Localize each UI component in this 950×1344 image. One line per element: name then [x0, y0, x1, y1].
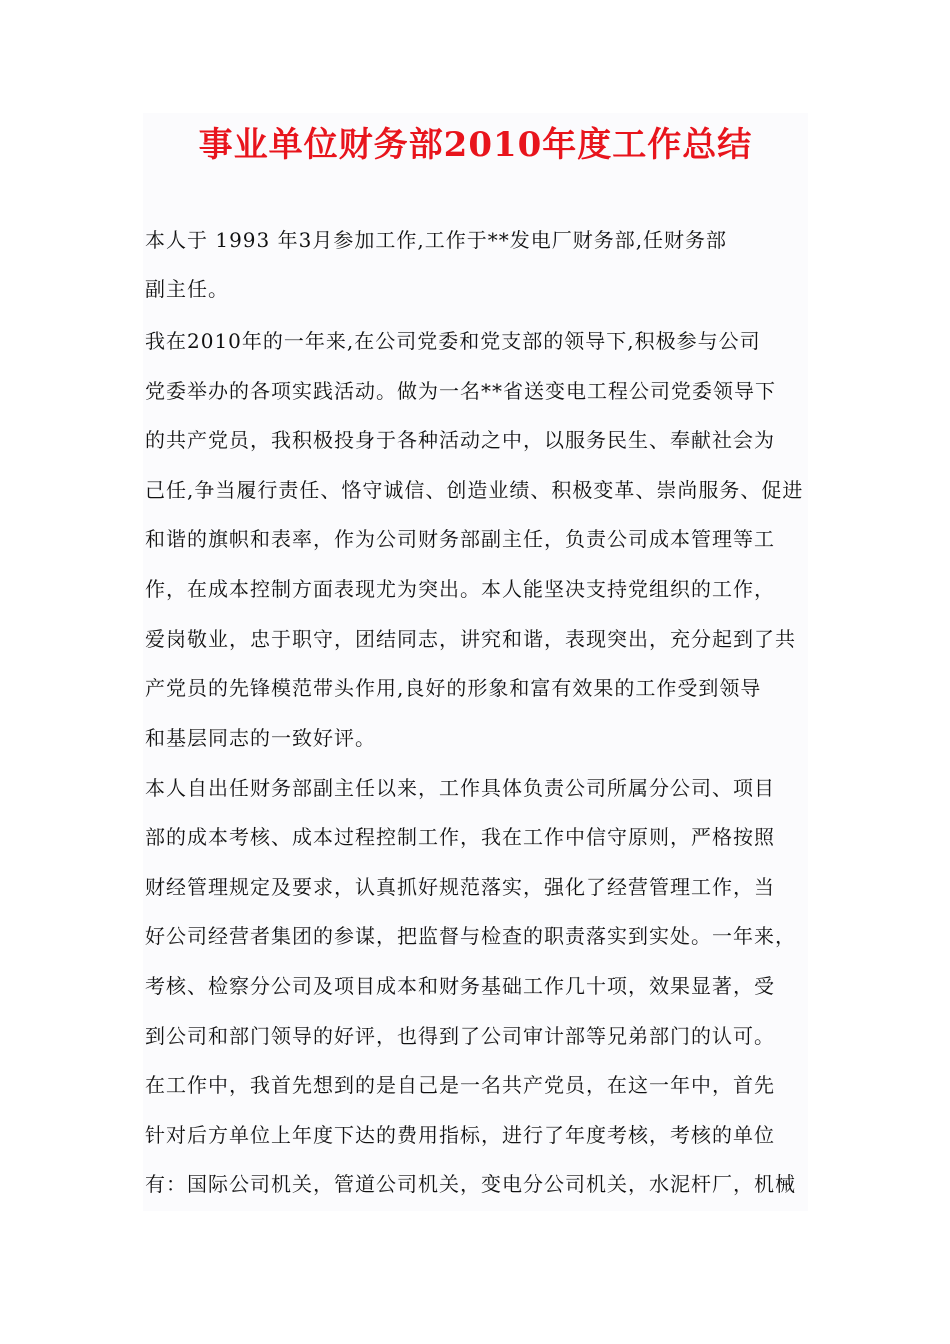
paragraph-line: 党委举办的各项实践活动。做为一名**省送变电工程公司党委领导下 [145, 379, 776, 403]
paragraph-line: 针对后方单位上年度下达的费用指标，进行了年度考核，考核的单位 [145, 1123, 775, 1147]
document-page [143, 113, 808, 1211]
paragraph-line: 副主任。 [145, 277, 229, 301]
paragraph-line: 作，在成本控制方面表现尤为突出。本人能坚决支持党组织的工作， [145, 577, 775, 601]
paragraph-line: 我在2010年的一年来,在公司党委和党支部的领导下,积极参与公司 [145, 329, 761, 353]
paragraph-line: 好公司经营者集团的参谋，把监督与检查的职责落实到实处。一年来， [145, 924, 796, 948]
paragraph-line: 本人自出任财务部副主任以来，工作具体负责公司所属分公司、项目 [145, 776, 775, 800]
paragraph-line: 考核、检察分公司及项目成本和财务基础工作几十项，效果显著，受 [145, 974, 775, 998]
paragraph-line: 有：国际公司机关，管道公司机关，变电分公司机关，水泥杆厂，机械 [145, 1172, 796, 1196]
paragraph-line: 财经管理规定及要求，认真抓好规范落实，强化了经营管理工作，当 [145, 875, 775, 899]
paragraph-line: 和基层同志的一致好评。 [145, 726, 376, 750]
document-title: 事业单位财务部2010年度工作总结 [198, 125, 753, 165]
paragraph-line: 在工作中，我首先想到的是自己是一名共产党员，在这一年中，首先 [145, 1073, 775, 1097]
paragraph-line: 到公司和部门领导的好评，也得到了公司审计部等兄弟部门的认可。 [145, 1024, 775, 1048]
paragraph-line: 爱岗敬业，忠于职守，团结同志，讲究和谐，表现突出，充分起到了共 [145, 627, 796, 651]
paragraph-line: 部的成本考核、成本过程控制工作，我在工作中信守原则，严格按照 [145, 825, 775, 849]
paragraph-line: 和谐的旗帜和表率，作为公司财务部副主任，负责公司成本管理等工 [145, 527, 775, 551]
paragraph-line: 本人于 1993 年3月参加工作,工作于**发电厂财务部,任财务部 [145, 228, 728, 252]
paragraph-line: 的共产党员，我积极投身于各种活动之中，以服务民生、奉献社会为 [145, 428, 775, 452]
paragraph-line: 产党员的先锋模范带头作用,良好的形象和富有效果的工作受到领导 [145, 676, 762, 700]
paragraph-line: 己任,争当履行责任、恪守诚信、创造业绩、积极变革、崇尚服务、促进 [145, 478, 804, 502]
